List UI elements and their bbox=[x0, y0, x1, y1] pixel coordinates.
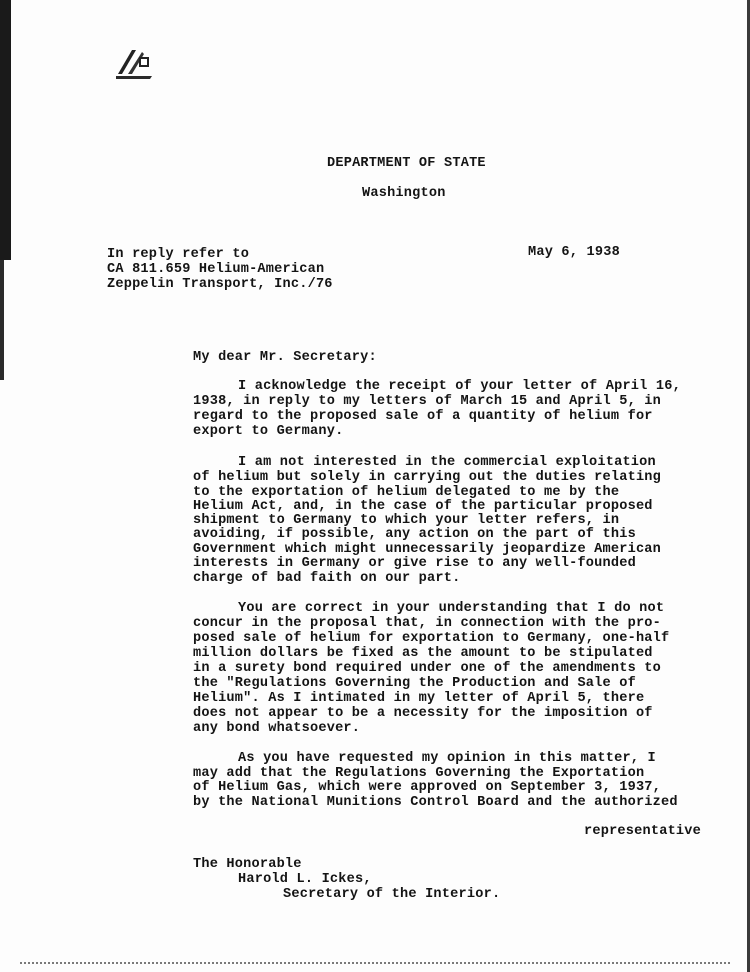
paragraph-2-line: avoiding, if possible, any action on the part of this bbox=[193, 527, 636, 542]
paragraph-3-line: posed sale of helium for exportation to Germany, one-half bbox=[193, 631, 670, 646]
scan-bottom-noise bbox=[20, 962, 730, 966]
paragraph-3-line: You are correct in your understanding that I do not bbox=[238, 601, 665, 616]
scan-edge-left bbox=[0, 0, 11, 260]
paragraph-3-line: concur in the proposal that, in connection with the pro- bbox=[193, 616, 662, 631]
addressee-line-1: The Honorable bbox=[193, 857, 302, 872]
archive-stamp-mark bbox=[112, 44, 156, 80]
paragraph-4-line: As you have requested my opinion in this matter, I bbox=[238, 751, 656, 766]
paragraph-1-line: 1938, in reply to my letters of March 15 and April 5, in bbox=[193, 394, 662, 409]
paragraph-2-line: of helium but solely in carrying out the duties relating bbox=[193, 470, 662, 485]
paragraph-2-line: Government which might unnecessarily jeopardize American bbox=[193, 542, 662, 557]
paragraph-2-line: to the exportation of helium delegated to me by the bbox=[193, 485, 620, 500]
paragraph-4-line: may add that the Regulations Governing the Exportation bbox=[193, 766, 645, 781]
reference-line-3: Zeppelin Transport, Inc./76 bbox=[107, 277, 333, 292]
paragraph-2-line: Helium Act, and, in the case of the particular proposed bbox=[193, 499, 653, 514]
paragraph-2-line: I am not interested in the commercial exploitation bbox=[238, 455, 656, 470]
paragraph-3-line: does not appear to be a necessity for the imposition of bbox=[193, 706, 653, 721]
paragraph-4-line: of Helium Gas, which were approved on September 3, 1937, bbox=[193, 780, 662, 795]
paragraph-1-line: export to Germany. bbox=[193, 424, 344, 439]
paragraph-3-line: in a surety bond required under one of the amendments to bbox=[193, 661, 662, 676]
reference-line-2: CA 811.659 Helium-American bbox=[107, 262, 325, 277]
addressee-line-2: Harold L. Ickes, bbox=[238, 872, 372, 887]
paragraph-3-line: any bond whatsoever. bbox=[193, 721, 361, 736]
paragraph-1-line: I acknowledge the receipt of your letter of April 16, bbox=[238, 379, 681, 394]
paragraph-2-line: interests in Germany or give rise to any well-founded bbox=[193, 556, 636, 571]
reference-line-1: In reply refer to bbox=[107, 247, 250, 262]
letterhead-city: Washington bbox=[362, 186, 446, 201]
paragraph-3-line: million dollars be fixed as the amount to be stipulated bbox=[193, 646, 653, 661]
paragraph-2-line: charge of bad faith on our part. bbox=[193, 571, 461, 586]
paragraph-3-line: the "Regulations Governing the Production and Sale of bbox=[193, 676, 636, 691]
letterhead-department: DEPARTMENT OF STATE bbox=[327, 156, 486, 171]
catchword: representative bbox=[584, 824, 702, 839]
scan-edge-left-thin bbox=[0, 260, 4, 380]
salutation: My dear Mr. Secretary: bbox=[193, 350, 377, 365]
paragraph-1-line: regard to the proposed sale of a quantity of helium for bbox=[193, 409, 653, 424]
addressee-line-3: Secretary of the Interior. bbox=[283, 887, 501, 902]
letter-date: May 6, 1938 bbox=[528, 245, 620, 260]
paragraph-4-line: by the National Munitions Control Board and the authorized bbox=[193, 795, 678, 810]
paragraph-2-line: shipment to Germany to which your letter refers, in bbox=[193, 513, 620, 528]
paragraph-3-line: Helium". As I intimated in my letter of April 5, there bbox=[193, 691, 645, 706]
